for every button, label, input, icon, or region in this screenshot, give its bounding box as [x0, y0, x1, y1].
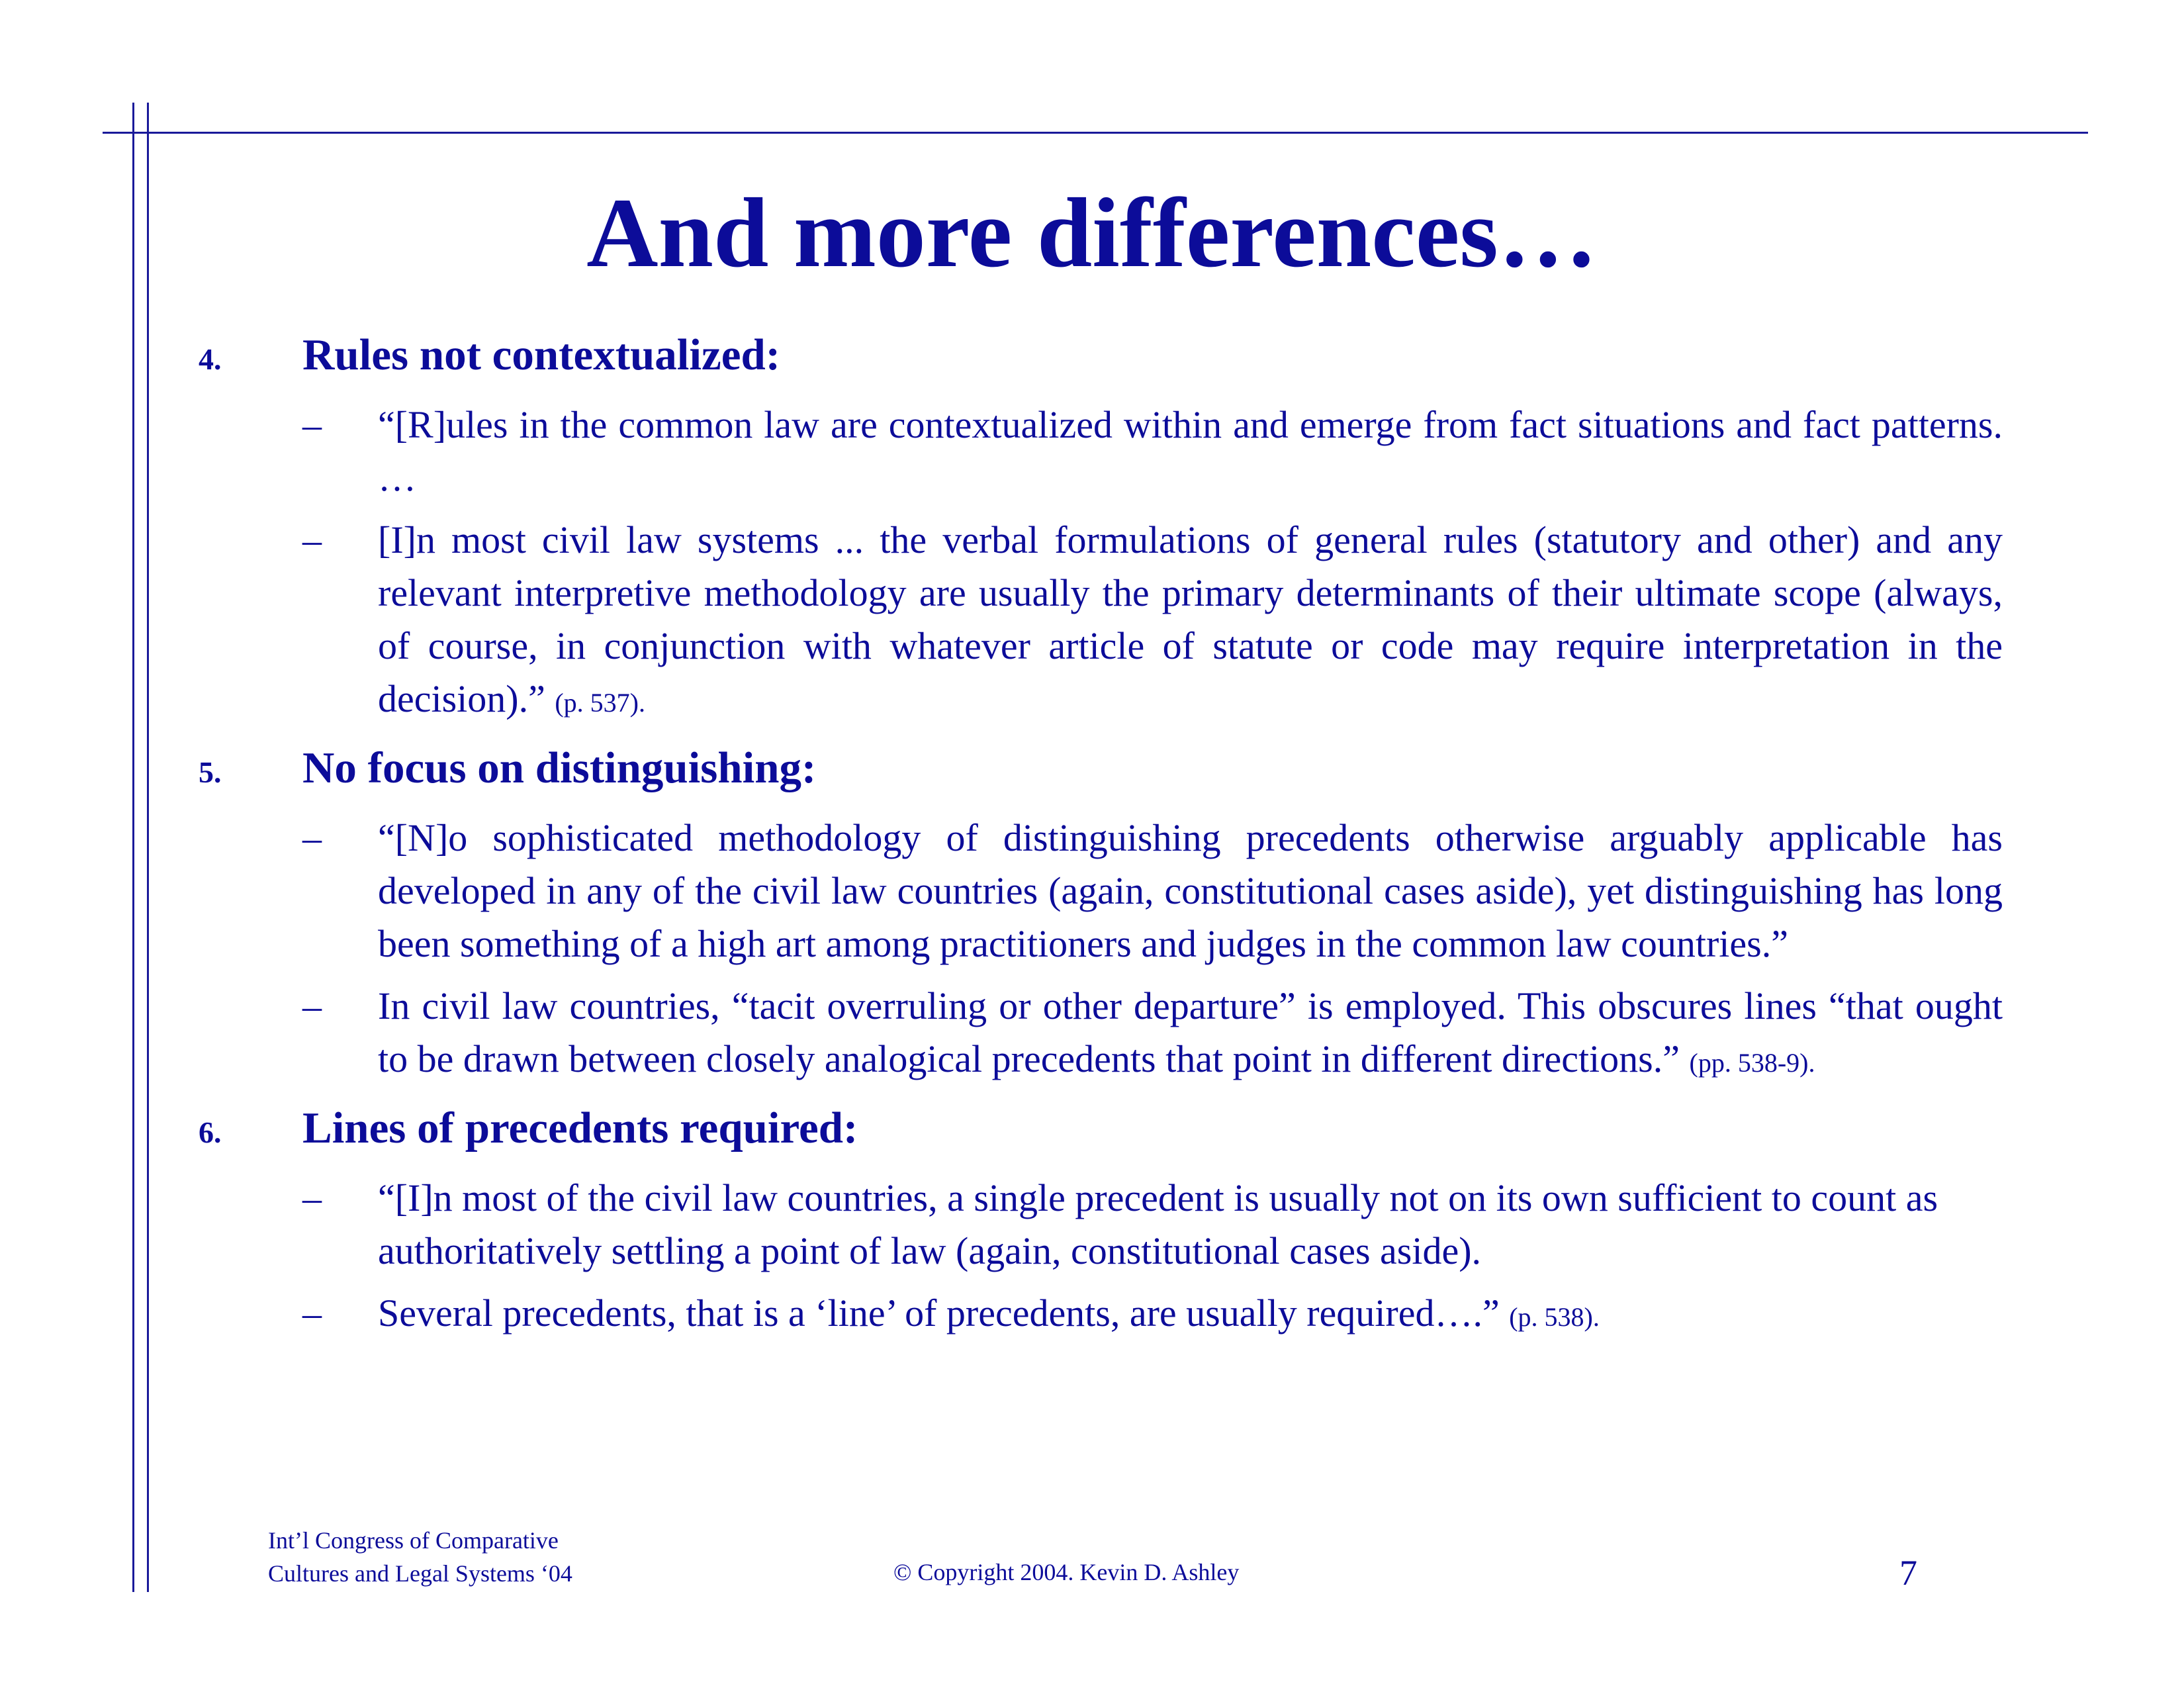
dash-bullet: – [302, 518, 322, 561]
left-rule-outer [132, 103, 134, 1592]
item-text: In civil law countries, “tacit overruling or other departure” is employed. This obscures lines “that ought to be drawn between closely analogical precedents that point in different directions.” [378, 984, 2003, 1080]
item-text-block [378, 812, 2003, 970]
section-title: Rules not contextualized: [302, 330, 781, 379]
dash-bullet: – [302, 403, 322, 446]
dash-bullet: – [302, 1291, 322, 1335]
footer-conference [268, 1524, 572, 1590]
footer-conference-line-2: Cultures and Legal Systems ‘04 [268, 1560, 572, 1587]
page-citation: (p. 537). [555, 688, 645, 718]
section-heading [199, 1103, 2012, 1169]
list-item [199, 1287, 2012, 1344]
item-text: “[R]ules in the common law are contextualized within and emerge from fact situations and fact patterns. … [378, 403, 2003, 499]
section-heading [199, 743, 2012, 809]
slide-title: And more differences… [586, 178, 1598, 288]
top-rule [103, 132, 2088, 134]
footer-conference-line-1: Int’l Congress of Comparative [268, 1527, 559, 1554]
section-number: 4. [199, 342, 222, 376]
item-text: “[I]n most of the civil law countries, a single precedent is usually not on its own sufficient to count as authoritatively settling a point of law (again, constitutional cases aside). [378, 1176, 1938, 1272]
section-title: No focus on distinguishing: [302, 743, 817, 792]
slide-body [199, 330, 2012, 1353]
item-text: “[N]o sophisticated methodology of distinguishing precedents otherwise arguably applicable has developed in any of the civil law countries (again, constitutional cases aside), yet distinguishing has long been something of a high art among practitioners and judges in the common law countries.” [378, 816, 2003, 965]
dash-bullet: – [302, 984, 322, 1027]
item-text: Several precedents, that is a ‘line’ of precedents, are usually required….” [378, 1291, 1500, 1335]
section-no-focus-on-distinguishing [199, 743, 2012, 1090]
section-title: Lines of precedents required: [302, 1103, 858, 1152]
list-item [199, 514, 2012, 729]
page-citation: (pp. 538-9). [1689, 1048, 1815, 1078]
item-text-block [378, 1287, 2003, 1344]
section-lines-of-precedents-required [199, 1103, 2012, 1344]
list-item [199, 1172, 2012, 1278]
page-citation: (p. 538). [1509, 1302, 1600, 1332]
item-text-block [378, 514, 2003, 729]
dash-bullet: – [302, 816, 322, 859]
dash-bullet: – [302, 1176, 322, 1219]
list-item [199, 980, 2012, 1090]
item-text: [I]n most civil law systems ... the verbal formulations of general rules (statutory and other) and any relevant interpretive methodology are usually the primary determinants of their ultimate scope (always, of course, in conjunction with whatever article of statute or code may require interpretation in the decision).” [378, 518, 2003, 720]
left-rule-inner [147, 103, 149, 1592]
item-text-block [378, 399, 2003, 504]
footer-copyright: © Copyright 2004. Kevin D. Ashley [893, 1559, 1240, 1585]
list-item [199, 812, 2012, 970]
item-text-block [378, 980, 2003, 1090]
section-rules-not-contextualized [199, 330, 2012, 729]
item-text-block [378, 1172, 2003, 1278]
section-number: 5. [199, 755, 222, 789]
section-heading [199, 330, 2012, 396]
page-number: 7 [1899, 1553, 1917, 1593]
list-item [199, 399, 2012, 504]
section-number: 6. [199, 1115, 222, 1149]
